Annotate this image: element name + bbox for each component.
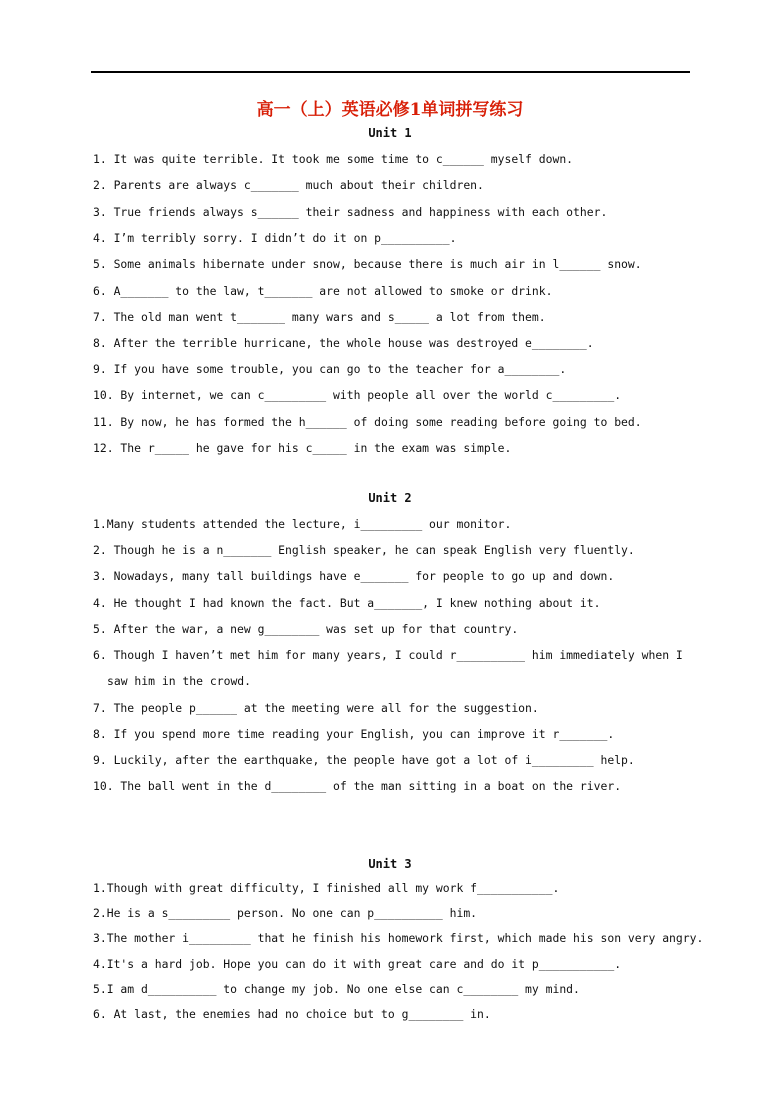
unit-2-question-line: saw him in the crowd.: [107, 674, 252, 688]
unit-2-question-line: 2. Though he is a n_______ English speaker, he can speak English very fluently.: [93, 543, 635, 557]
unit-1-question-line: 2. Parents are always c_______ much about their children.: [93, 178, 484, 192]
unit-1-question-line: 12. The r_____ he gave for his c_____ in the exam was simple.: [93, 441, 512, 455]
unit-3-question-line: 1.Though with great difficulty, I finished all my work f___________.: [93, 881, 560, 895]
unit-2-heading: Unit 2: [368, 491, 412, 505]
unit-1-question-line: 5. Some animals hibernate under snow, because there is much air in l______ snow.: [93, 257, 642, 271]
top-rule: [91, 71, 690, 73]
unit-1-question-line: 1. It was quite terrible. It took me some time to c______ myself down.: [93, 152, 574, 166]
unit-2-question-line: 1.Many students attended the lecture, i_________ our monitor.: [93, 517, 512, 531]
unit-1-question-line: 4. I’m terribly sorry. I didn’t do it on p__________.: [93, 231, 457, 245]
unit-1-question-line: 9. If you have some trouble, you can go to the teacher for a________.: [93, 362, 567, 376]
unit-3-question-line: 5.I am d__________ to change my job. No one else can c________ my mind.: [93, 982, 580, 996]
unit-2-question-line: 8. If you spend more time reading your English, you can improve it r_______.: [93, 727, 615, 741]
unit-1-question-line: 11. By now, he has formed the h______ of doing some reading before going to bed.: [93, 415, 642, 429]
unit-1-heading: Unit 1: [368, 126, 412, 140]
unit-2-question-line: 9. Luckily, after the earthquake, the people have got a lot of i_________ help.: [93, 753, 635, 767]
unit-3-question-line: 6. At last, the enemies had no choice but to g________ in.: [93, 1007, 491, 1021]
unit-2-question-line: 7. The people p______ at the meeting were all for the suggestion.: [93, 701, 539, 715]
unit-2-question-line: 3. Nowadays, many tall buildings have e_______ for people to go up and down.: [93, 569, 615, 583]
unit-3-heading: Unit 3: [368, 857, 412, 871]
unit-1-question-line: 10. By internet, we can c_________ with people all over the world c_________.: [93, 388, 622, 402]
unit-3-question-line: 3.The mother i_________ that he finish his homework first, which made his son very angry.: [93, 931, 704, 945]
unit-2-question-line: 10. The ball went in the d________ of the man sitting in a boat on the river.: [93, 779, 622, 793]
unit-3-question-line: 2.He is a s_________ person. No one can p__________ him.: [93, 906, 478, 920]
unit-2-question-line: 5. After the war, a new g________ was set up for that country.: [93, 622, 519, 636]
unit-1-question-line: 8. After the terrible hurricane, the whole house was destroyed e________.: [93, 336, 594, 350]
unit-1-question-line: 7. The old man went t_______ many wars and s_____ a lot from them.: [93, 310, 546, 324]
unit-2-question-line: 4. He thought I had known the fact. But a_______, I knew nothing about it.: [93, 596, 601, 610]
unit-1-question-line: 3. True friends always s______ their sadness and happiness with each other.: [93, 205, 608, 219]
unit-3-question-line: 4.It's a hard job. Hope you can do it with great care and do it p___________.: [93, 957, 622, 971]
unit-2-question-line: 6. Though I haven’t met him for many years, I could r__________ him immediately when I: [93, 648, 683, 662]
unit-1-question-line: 6. A_______ to the law, t_______ are not allowed to smoke or drink.: [93, 284, 553, 298]
page-title: 高一（上）英语必修1单词拼写练习: [256, 100, 524, 120]
